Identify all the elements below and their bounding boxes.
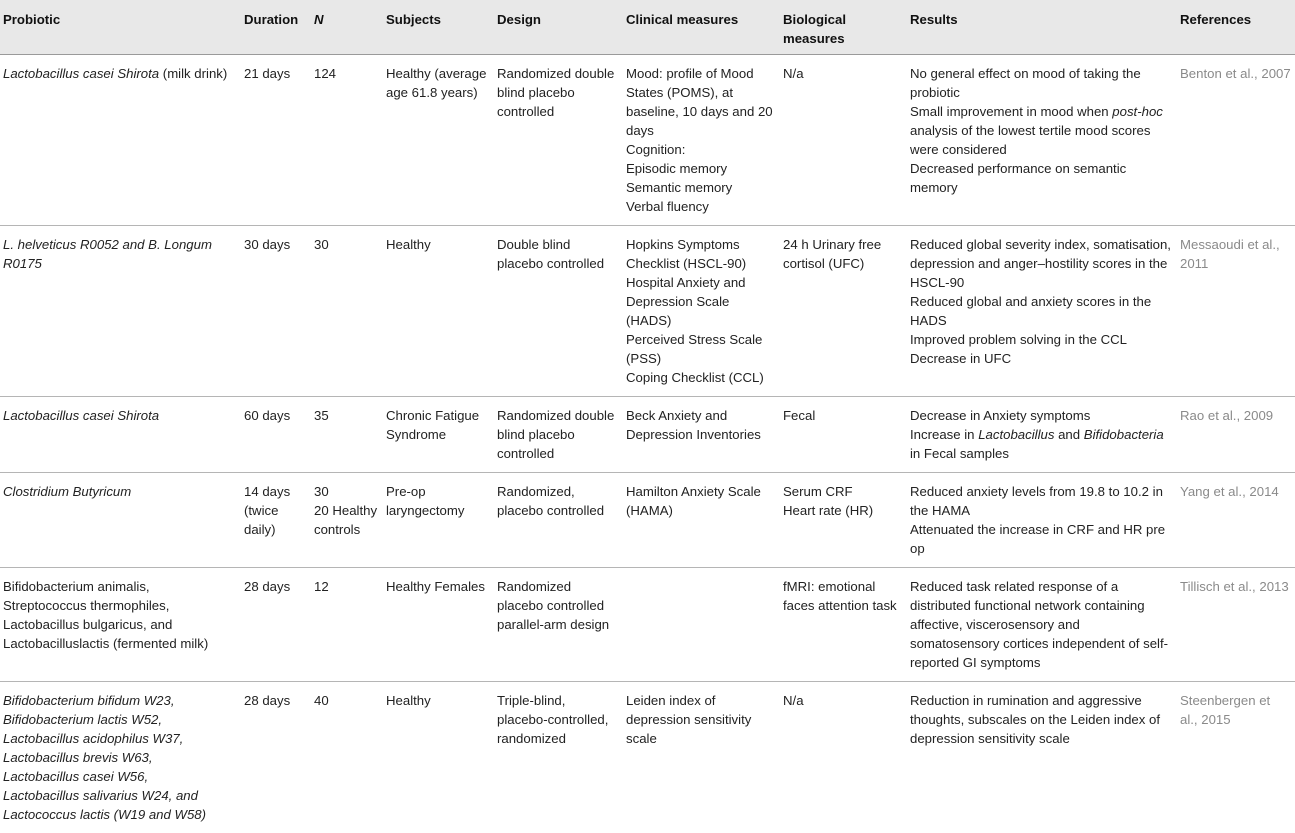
result-italic-text: Lactobacillus [978,427,1055,442]
cell-clinical-measures [622,397,779,473]
cell-probiotic [0,397,240,473]
result-line: Reduced global severity index, somatisation, depression and anger–hostility scores in the HSCL-90 [910,237,1171,290]
biological-text: Serum CRF [783,484,853,499]
reference-link[interactable]: Steenbergen et al., 2015 [1180,693,1271,727]
duration-text: 28 days [244,693,291,708]
cell-probiotic [0,682,240,833]
n-text: 35 [314,408,329,423]
header-n: N [314,12,324,27]
result-line: Reduced global and anxiety scores in the HADS [910,294,1152,328]
cell-subjects [382,473,493,568]
subjects-text: Healthy Females [386,579,485,594]
n-text: 20 Healthy controls [314,503,378,537]
clinical-line: Semantic memory [626,180,733,195]
result-italic-text: post-hoc [1112,104,1163,119]
result-text: and [1054,427,1084,442]
cell-biological-measures [779,568,906,682]
header-probiotic: Probiotic [3,12,61,27]
cell-probiotic [0,55,240,226]
header-subjects: Subjects [386,12,441,27]
cell-reference[interactable] [1176,397,1295,473]
subjects-text: Healthy (average age 61.8 years) [386,66,487,100]
cell-design [493,397,622,473]
biological-text: N/a [783,66,804,81]
biological-text: Fecal [783,408,816,423]
header-duration: Duration [244,12,299,27]
duration-text: 30 days [244,237,291,252]
cell-duration [240,397,310,473]
probiotic-note: (milk drink) [159,66,228,81]
result-italic-text: Bifidobacteria [1083,427,1164,442]
result-line: Reduced task related response of a distributed functional network containing affective, viscerosensory and somatosensory cortices independent of self-reported GI symptoms [910,579,1169,670]
result-text: in Fecal samples [910,446,1009,461]
clinical-line: Leiden index of depression sensitivity scale [626,693,752,746]
clinical-line: Beck Anxiety and Depression Inventories [626,408,761,442]
duration-text: 21 days [244,66,291,81]
cell-biological-measures [779,473,906,568]
duration-text: 28 days [244,579,291,594]
cell-n [310,55,382,226]
probiotic-name: Lactobacillus acidophilus W37, [3,731,184,746]
probiotic-name: Lactococcus lactis (W19 and W58) [3,807,207,822]
biological-text: fMRI: emotional faces attention task [783,579,897,613]
table-row [0,226,1295,397]
design-text: Double blind placebo controlled [497,237,605,271]
clinical-line: Coping Checklist (CCL) [626,370,764,385]
cell-results [906,682,1176,833]
reference-link[interactable]: Yang et al., 2014 [1180,484,1279,499]
n-text: 30 [314,484,329,499]
cell-subjects [382,55,493,226]
cell-biological-measures [779,55,906,226]
probiotic-name: Lactobacillus brevis W63, [3,750,153,765]
duration-text: 60 days [244,408,291,423]
probiotic-name: Lactobacillus casei W56, [3,769,149,784]
cell-probiotic [0,226,240,397]
cell-design [493,226,622,397]
biological-text: Heart rate (HR) [783,503,874,518]
reference-link[interactable]: Tillisch et al., 2013 [1180,579,1289,594]
cell-design [493,473,622,568]
design-text: Triple-blind, placebo-controlled, randomized [497,693,609,746]
cell-n [310,568,382,682]
cell-probiotic [0,568,240,682]
subjects-text: Healthy [386,693,431,708]
clinical-line: Mood: profile of Mood States (POMS), at baseline, 10 days and 20 days [626,66,773,138]
cell-duration [240,682,310,833]
cell-reference[interactable] [1176,226,1295,397]
cell-reference[interactable] [1176,473,1295,568]
cell-reference[interactable] [1176,568,1295,682]
cell-n [310,682,382,833]
n-text: 124 [314,66,337,81]
cell-clinical-measures [622,682,779,833]
clinical-line: Perceived Stress Scale (PSS) [626,332,763,366]
cell-n [310,473,382,568]
result-text: Increase in [910,427,979,442]
cell-results [906,568,1176,682]
probiotic-name: Bifidobacterium bifidum W23, [3,693,175,708]
subjects-text: Healthy [386,237,431,252]
result-line: Reduction in rumination and aggressive thoughts, subscales on the Leiden index of depression sensitivity scale [910,693,1161,746]
cell-design [493,55,622,226]
design-text: Randomized, placebo controlled [497,484,605,518]
clinical-line: Hopkins Symptoms Checklist (HSCL-90) [626,237,747,271]
result-line: Improved problem solving in the CCL [910,332,1127,347]
cell-duration [240,55,310,226]
cell-biological-measures [779,397,906,473]
result-line [910,425,1172,463]
table-row [0,473,1295,568]
cell-biological-measures [779,226,906,397]
design-text: Randomized placebo controlled parallel-arm design [497,579,610,632]
cell-clinical-measures [622,226,779,397]
cell-n [310,226,382,397]
clinical-line: Cognition: [626,142,686,157]
cell-subjects [382,568,493,682]
subjects-text: Chronic Fatigue Syndrome [386,408,480,442]
cell-clinical-measures [622,568,779,682]
cell-results [906,55,1176,226]
cell-subjects [382,397,493,473]
subjects-text: Pre-op laryngectomy [386,484,465,518]
cell-results [906,397,1176,473]
header-results: Results [910,12,958,27]
cell-clinical-measures [622,473,779,568]
reference-link[interactable]: Benton et al., 2007 [1180,66,1291,81]
n-text: 12 [314,579,329,594]
probiotic-name: Lactobacillus casei Shirota [3,66,160,81]
design-text: Randomized double blind placebo controlled [497,66,615,119]
result-text: Small improvement in mood when [910,104,1113,119]
result-line: Decreased performance on semantic memory [910,161,1127,195]
cell-clinical-measures [622,55,779,226]
cell-subjects [382,226,493,397]
clinical-line: Hospital Anxiety and Depression Scale (HADS) [626,275,746,328]
probiotic-name: Clostridium Butyricum [3,484,132,499]
reference-link[interactable]: Rao et al., 2009 [1180,408,1274,423]
header-biological-measures: Biological measures [783,12,847,46]
cell-design [493,682,622,833]
cell-duration [240,473,310,568]
cell-duration [240,226,310,397]
cell-design [493,568,622,682]
header-design: Design [497,12,541,27]
cell-biological-measures [779,682,906,833]
header-clinical-measures: Clinical measures [626,12,739,27]
table-row [0,682,1295,833]
cell-results [906,226,1176,397]
cell-n [310,397,382,473]
clinical-line: Hamilton Anxiety Scale (HAMA) [626,484,761,518]
result-line: No general effect on mood of taking the probiotic [910,66,1141,100]
probiotic-name: Lactobacillus salivarius W24, and [3,788,198,803]
clinical-line: Episodic memory [626,161,728,176]
result-line: Reduced anxiety levels from 19.8 to 10.2 in the HAMA [910,484,1163,518]
probiotic-name: Bifidobacterium animalis, Streptococcus thermophiles, Lactobacillus bulgaricus, and Lactobacilluslactis (fermented milk) [3,579,209,651]
result-line [910,102,1172,159]
header-references: References [1180,12,1252,27]
result-line: Decrease in UFC [910,351,1012,366]
clinical-line: Verbal fluency [626,199,709,214]
table-header-row [0,0,1295,55]
biological-text: 24 h Urinary free cortisol (UFC) [783,237,882,271]
probiotic-name: Bifidobacterium lactis W52, [3,712,163,727]
table-row [0,397,1295,473]
n-text: 30 [314,237,329,252]
probiotic-name: Lactobacillus casei Shirota [3,408,160,423]
table-row [0,568,1295,682]
cell-subjects [382,682,493,833]
cell-probiotic [0,473,240,568]
result-text: analysis of the lowest tertile mood scores were considered [910,123,1151,157]
duration-text: 14 days (twice daily) [244,484,291,537]
design-text: Randomized double blind placebo controlled [497,408,615,461]
table-row [0,55,1295,226]
cell-reference[interactable] [1176,682,1295,833]
result-line: Decrease in Anxiety symptoms [910,408,1091,423]
probiotic-name: L. helveticus R0052 and B. Longum R0175 [3,237,212,271]
cell-duration [240,568,310,682]
n-text: 40 [314,693,329,708]
cell-reference[interactable] [1176,55,1295,226]
reference-link[interactable]: Messaoudi et al., 2011 [1180,237,1280,271]
cell-results [906,473,1176,568]
result-line: Attenuated the increase in CRF and HR pre op [910,522,1166,556]
biological-text: N/a [783,693,804,708]
